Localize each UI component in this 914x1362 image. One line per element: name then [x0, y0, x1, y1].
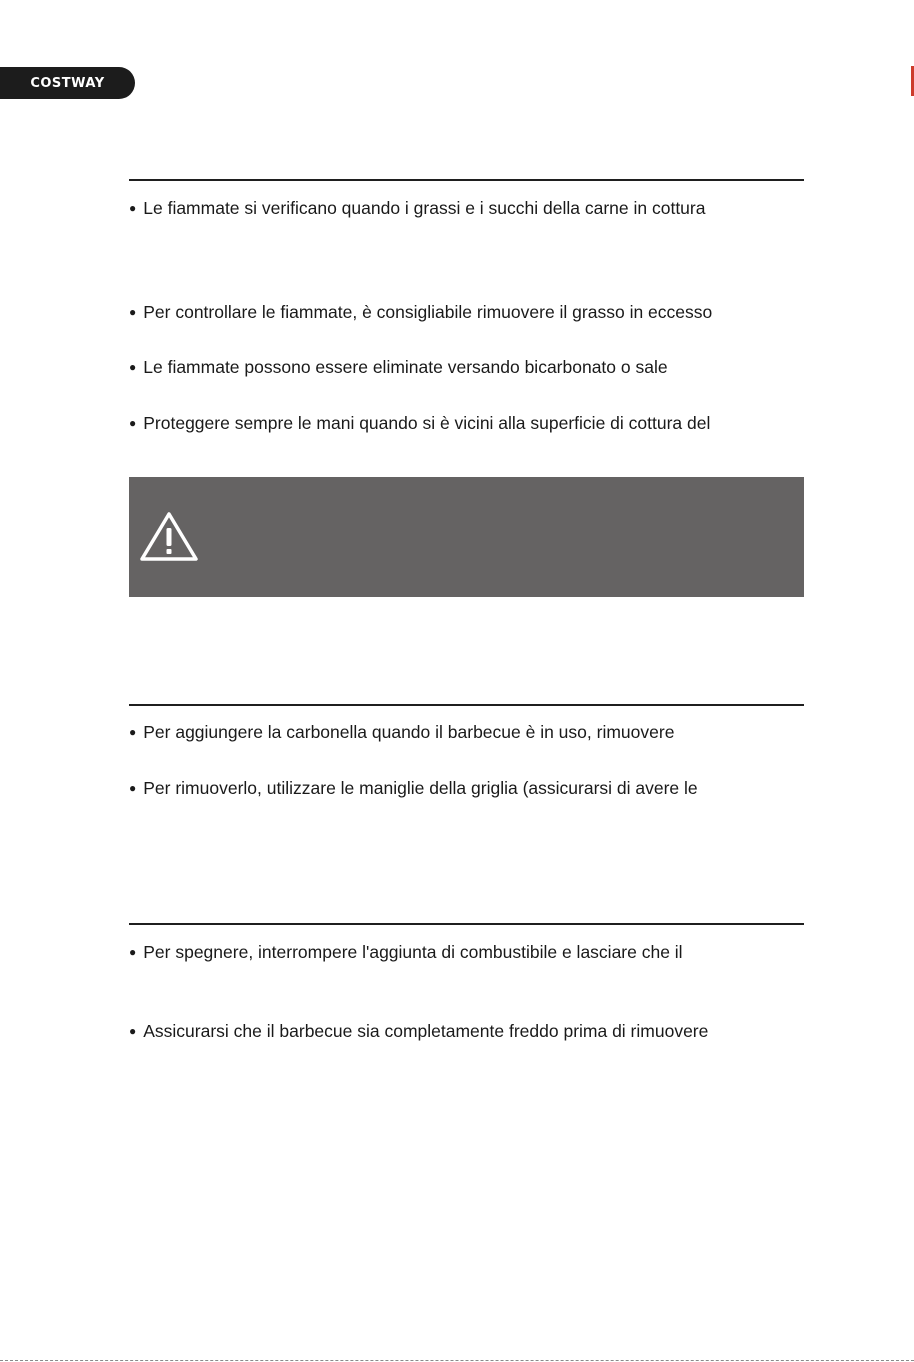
bullet-icon: ●	[129, 725, 137, 739]
list-item	[129, 413, 809, 433]
list-item-text: Per spegnere, interrompere l'aggiunta di combustibile e lasciare che il	[143, 942, 683, 962]
section-divider	[129, 704, 804, 706]
bullet-icon: ●	[129, 781, 137, 795]
list-item	[129, 778, 809, 798]
section-divider	[129, 923, 804, 925]
list-item	[129, 302, 809, 322]
list-item	[129, 722, 809, 742]
bullet-icon: ●	[129, 360, 137, 374]
list-item-text: Proteggere sempre le mani quando si è vicini alla superficie di cottura del	[143, 413, 711, 433]
bullet-icon: ●	[129, 945, 137, 959]
list-item	[129, 357, 809, 377]
list-item-text: Per rimuoverlo, utilizzare le maniglie della griglia (assicurarsi di avere le	[143, 778, 698, 798]
list-item-text: Assicurarsi che il barbecue sia completamente freddo prima di rimuovere	[143, 1021, 709, 1041]
brand-logo	[0, 67, 135, 99]
list-item-text: Le fiammate possono essere eliminate versando bicarbonato o sale	[143, 357, 668, 377]
section-divider	[129, 179, 804, 181]
list-item-text: Per aggiungere la carbonella quando il barbecue è in uso, rimuovere	[143, 722, 675, 742]
list-item	[129, 1021, 809, 1041]
list-item-text: Le fiammate si verificano quando i grassi e i succhi della carne in cottura	[143, 198, 706, 218]
bullet-icon: ●	[129, 305, 137, 319]
list-item-text: Per controllare le fiammate, è consigliabile rimuovere il grasso in eccesso	[143, 302, 713, 322]
warning-triangle-icon	[139, 510, 199, 562]
bullet-icon: ●	[129, 201, 137, 215]
list-item	[129, 198, 809, 218]
warning-banner	[129, 477, 804, 597]
brand-logo-text: COSTWAY	[30, 75, 105, 91]
bullet-icon: ●	[129, 416, 137, 430]
bullet-icon: ●	[129, 1024, 137, 1038]
list-item	[129, 942, 809, 962]
